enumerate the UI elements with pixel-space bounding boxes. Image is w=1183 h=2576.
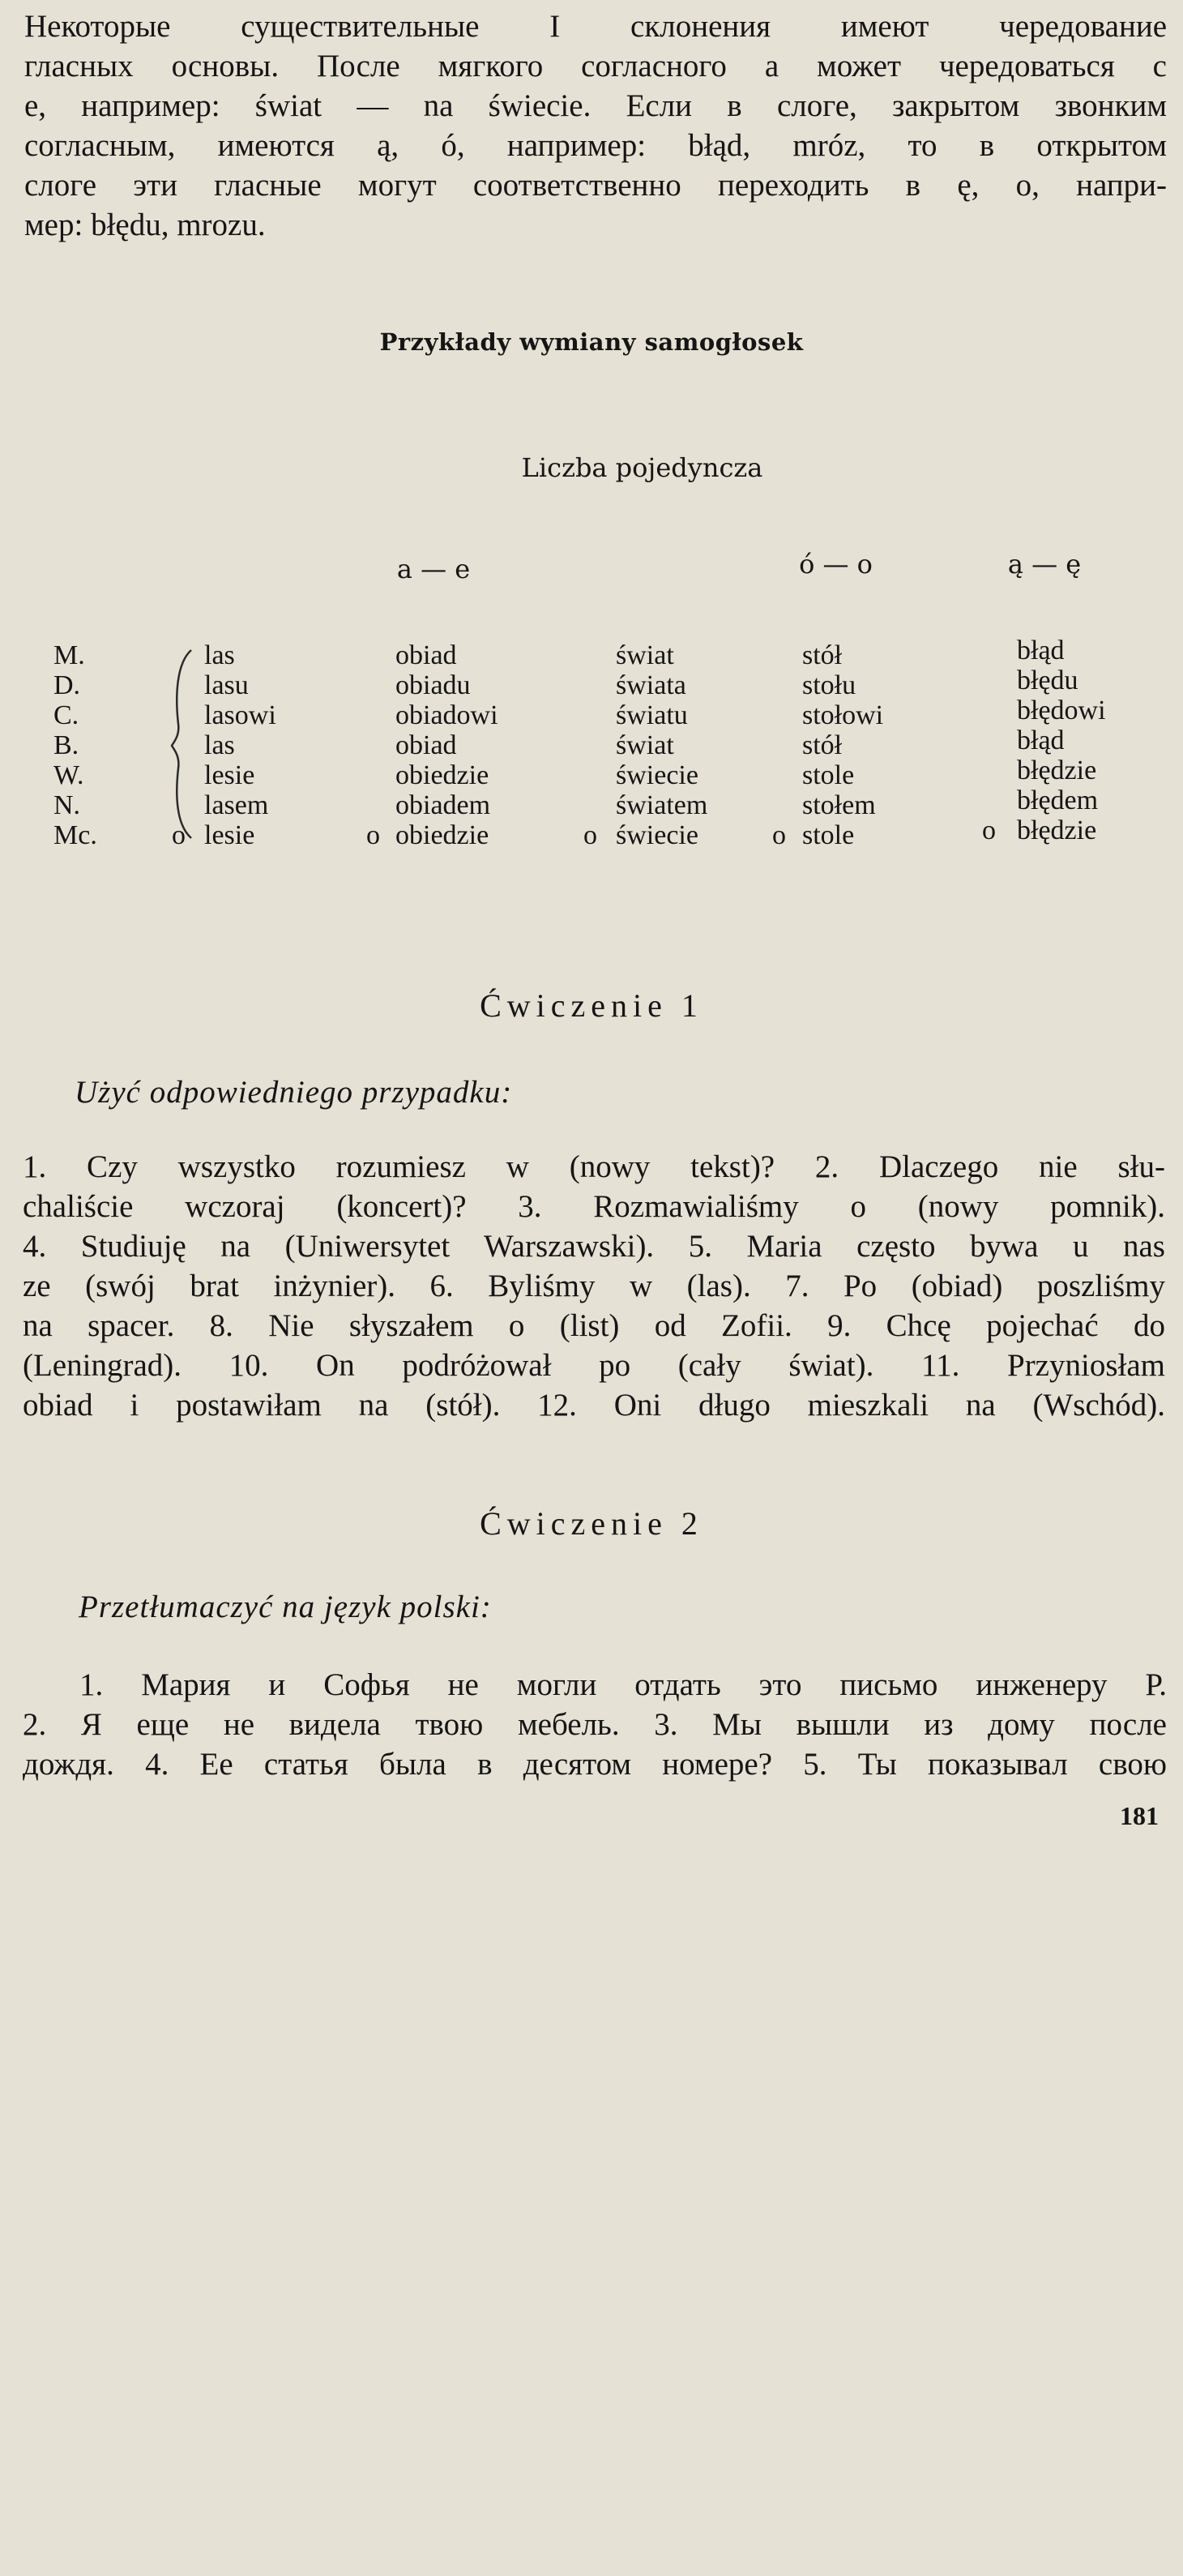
word-cell: obiedzie [395, 760, 489, 790]
intro-line: гласных основы. После мягкого согласного а может чередоваться с [24, 49, 1167, 83]
case-label: M. [53, 640, 85, 670]
intro-line: слоге эти гласные могут соответственно переходить в ę, o, напри- [24, 168, 1167, 203]
preposition-o: o [583, 820, 597, 850]
word-cell: świecie [616, 820, 698, 850]
word-cell: stołem [802, 790, 876, 820]
intro-line: Некоторые существительные I склонения имеют чередование [24, 9, 1167, 44]
word-cell: lasowi [204, 700, 276, 730]
word-cell: obiadu [395, 670, 471, 700]
table-caption: Przykłady wymiany samogłosek [379, 328, 804, 356]
word-cell: stół [802, 640, 843, 670]
intro-line: согласным, имеются ą, ó, например: błąd, mróz, то в открытом [24, 128, 1167, 163]
word-cell: lasu [204, 670, 249, 700]
header-group-o-o: ó — o [799, 549, 873, 580]
exercise-line: ze (swój brat inżynier). 6. Byliśmy w (las). 7. Po (obiad) poszliśmy [23, 1269, 1165, 1303]
word-cell: błąd [1017, 725, 1065, 755]
word-cell: świecie [616, 760, 698, 790]
words-column-obiad [395, 640, 498, 850]
word-cell: błąd [1017, 635, 1065, 665]
case-label: N. [53, 790, 81, 820]
word-cell: błędzie [1017, 815, 1097, 845]
exercise-line: дождя. 4. Ее статья была в десятом номере? 5. Ты показывал свою [23, 1747, 1167, 1782]
word-cell: stół [802, 730, 843, 760]
case-label: C. [53, 700, 79, 730]
word-cell: lesie [204, 820, 255, 850]
case-label: B. [53, 730, 79, 760]
exercise-line: obiad i postawiłam na (stół). 12. Oni długo mieszkali na (Wschód). [23, 1388, 1165, 1423]
page-number: 181 [1120, 1801, 1159, 1830]
preposition-o: o [772, 820, 786, 850]
exercise-1-instruction: Użyć odpowiedniego przypadku: [75, 1075, 513, 1110]
case-label: Mc. [53, 820, 97, 850]
intro-line: е, например: świat — na świecie. Если в слоге, закрытом звонким [24, 88, 1167, 123]
word-cell: obiad [395, 730, 457, 760]
exercise-line: 4. Studiuję na (Uniwersytet Warszawski). 5. Maria często bywa u nas [23, 1229, 1165, 1264]
intro-line: мер: błędu, mrozu. [24, 208, 266, 242]
intro-paragraph [24, 6, 1167, 245]
word-cell: obiad [395, 640, 457, 670]
header-group-a-e-nasal: ą — ę [1007, 549, 1082, 580]
words-column-blad [1017, 635, 1106, 845]
word-cell: obiedzie [395, 820, 489, 850]
exercise-2-title: Ćwiczenie 2 [480, 1505, 703, 1542]
exercise-2-body [23, 1665, 1167, 1784]
exercise-line: 2. Я еще не видела твою мебель. 3. Мы вышли из дому после [23, 1707, 1167, 1742]
words-column-swiat [616, 640, 707, 850]
table-rule [0, 1722, 2, 2098]
exercise-line: (Leningrad). 10. On podróżował po (cały świat). 11. Przyniosłam [23, 1348, 1165, 1383]
word-cell: stołu [802, 670, 856, 700]
exercise-line: na spacer. 8. Nie słyszałem o (list) od Zofii. 9. Chcę pojechać do [23, 1308, 1165, 1343]
exercise-2-instruction: Przetłumaczyć na język polski: [79, 1590, 492, 1624]
word-cell: stole [802, 820, 855, 850]
word-cell: błędem [1017, 785, 1099, 815]
table-rule [0, 6, 2, 293]
word-cell: błędu [1017, 665, 1078, 695]
preposition-o: o [172, 820, 186, 850]
word-cell: las [204, 640, 235, 670]
words-column-stol [802, 640, 883, 850]
word-cell: obiadowi [395, 700, 498, 730]
word-cell: światu [616, 700, 688, 730]
word-cell: światem [616, 790, 708, 820]
table-rule [0, 293, 2, 772]
case-label: D. [53, 670, 81, 700]
word-cell: lesie [204, 760, 255, 790]
words-column-las [204, 640, 276, 850]
word-cell: błędowi [1017, 695, 1106, 725]
case-label: W. [53, 760, 84, 790]
preposition-o: o [366, 820, 380, 850]
word-cell: błędzie [1017, 755, 1097, 785]
word-cell: lasem [204, 790, 269, 820]
preposition-o: o [982, 815, 996, 845]
pencil-brace-mark [170, 647, 194, 841]
table-rule [0, 2098, 2, 2576]
header-group-a-e: a — e [396, 554, 471, 584]
exercise-line: 1. Мария и Софья не могли отдать это письмо инженеру Р. [79, 1667, 1167, 1702]
word-cell: stołowi [802, 700, 884, 730]
word-cell: obiadem [395, 790, 491, 820]
exercise-line: 1. Czy wszystko rozumiesz w (nowy tekst)? 2. Dlaczego nie słu- [23, 1149, 1165, 1184]
table-rule [0, 1059, 2, 1346]
word-cell: świat [616, 730, 674, 760]
word-cell: stole [802, 760, 855, 790]
exercise-1-body [23, 1147, 1165, 1425]
header-liczba-pojedyncza: Liczba pojedyncza [521, 452, 763, 483]
word-cell: świata [616, 670, 686, 700]
word-cell: świat [616, 640, 674, 670]
word-cell: las [204, 730, 235, 760]
exercise-1-title: Ćwiczenie 1 [480, 987, 703, 1024]
exercise-line: chaliście wczoraj (koncert)? 3. Rozmawialiśmy o (nowy pomnik). [23, 1189, 1165, 1224]
case-column [53, 640, 97, 850]
